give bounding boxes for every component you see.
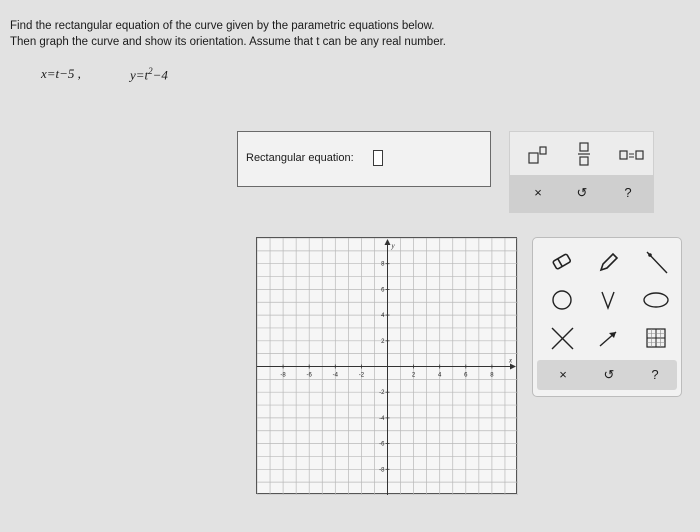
circle-tool[interactable] (547, 286, 577, 314)
circle-icon (547, 286, 577, 314)
eraser-tool[interactable] (547, 248, 577, 276)
grid-tool[interactable] (641, 324, 671, 352)
y-tick-label: -4 (379, 415, 385, 422)
superscript-icon (526, 144, 550, 166)
x-tick-label: 4 (438, 372, 442, 379)
y-tick-label: -2 (379, 390, 385, 397)
x-tick-label: 8 (490, 372, 494, 379)
graph-clear-button[interactable]: × (559, 367, 567, 382)
x-axis-label: x (509, 356, 513, 365)
y-tick-label: 8 (381, 261, 385, 268)
parabola-icon (593, 286, 623, 314)
palette-action-bar (510, 175, 653, 212)
answer-box (237, 131, 491, 187)
equation-x: x=t−5 , (41, 66, 81, 81)
clear-button[interactable]: × (534, 185, 542, 200)
undo-button[interactable]: ↺ (576, 185, 588, 200)
fraction-icon (576, 141, 592, 167)
instructions (10, 18, 446, 50)
y-tick-label: -8 (379, 467, 385, 474)
rectangular-equation-input[interactable] (373, 150, 383, 166)
coordinate-grid[interactable] (257, 238, 518, 495)
x-tick-label: -6 (306, 372, 312, 379)
line-tool[interactable] (641, 248, 671, 276)
eraser-icon (547, 248, 577, 276)
equation-y: $y=t^2-4$ (130, 66, 168, 83)
grid-icon (641, 324, 671, 352)
cross-icon (547, 324, 577, 352)
answer-label: Rectangular equation: (246, 152, 354, 164)
equals-button[interactable] (618, 146, 646, 164)
parabola-tool[interactable] (593, 286, 623, 314)
pencil-tool[interactable] (593, 248, 623, 276)
equals-box-icon (618, 146, 646, 164)
ellipse-icon (641, 286, 671, 314)
ellipse-tool[interactable] (641, 286, 671, 314)
x-tick-label: -2 (358, 372, 365, 379)
x-tick-label: -8 (280, 372, 286, 379)
pencil-icon (593, 248, 623, 276)
math-palette (509, 131, 654, 213)
graph-tools-panel (532, 237, 682, 397)
x-tick-label: 6 (464, 372, 468, 379)
graph-help-button[interactable]: ? (651, 367, 659, 382)
x-tick-label: 2 (411, 372, 416, 379)
y-tick-label: -6 (379, 441, 385, 448)
x-tick-label: -4 (332, 372, 338, 379)
y-tick-label: 6 (381, 287, 385, 294)
y-tick-label: 4 (381, 313, 385, 320)
instruction-line-2: Then graph the curve and show its orientation. Assume that t can be any real number. (10, 36, 446, 48)
fraction-button[interactable] (576, 141, 592, 167)
help-button[interactable]: ? (624, 185, 632, 200)
y-axis-label: y (391, 242, 395, 250)
instruction-line-1: Find the rectangular equation of the curve given by the parametric equations below. (10, 20, 435, 32)
cross-tool[interactable] (547, 324, 577, 352)
line-icon (641, 248, 671, 276)
y-tick-label: 2 (381, 338, 385, 345)
superscript-button[interactable] (526, 144, 550, 166)
arrow-tool[interactable] (593, 324, 623, 352)
y-axis-arrow (385, 239, 391, 245)
graph-undo-button[interactable]: ↺ (603, 367, 615, 382)
graph-tools-action-bar (537, 360, 677, 390)
graph-area[interactable] (256, 237, 517, 494)
arrow-icon (593, 324, 623, 352)
